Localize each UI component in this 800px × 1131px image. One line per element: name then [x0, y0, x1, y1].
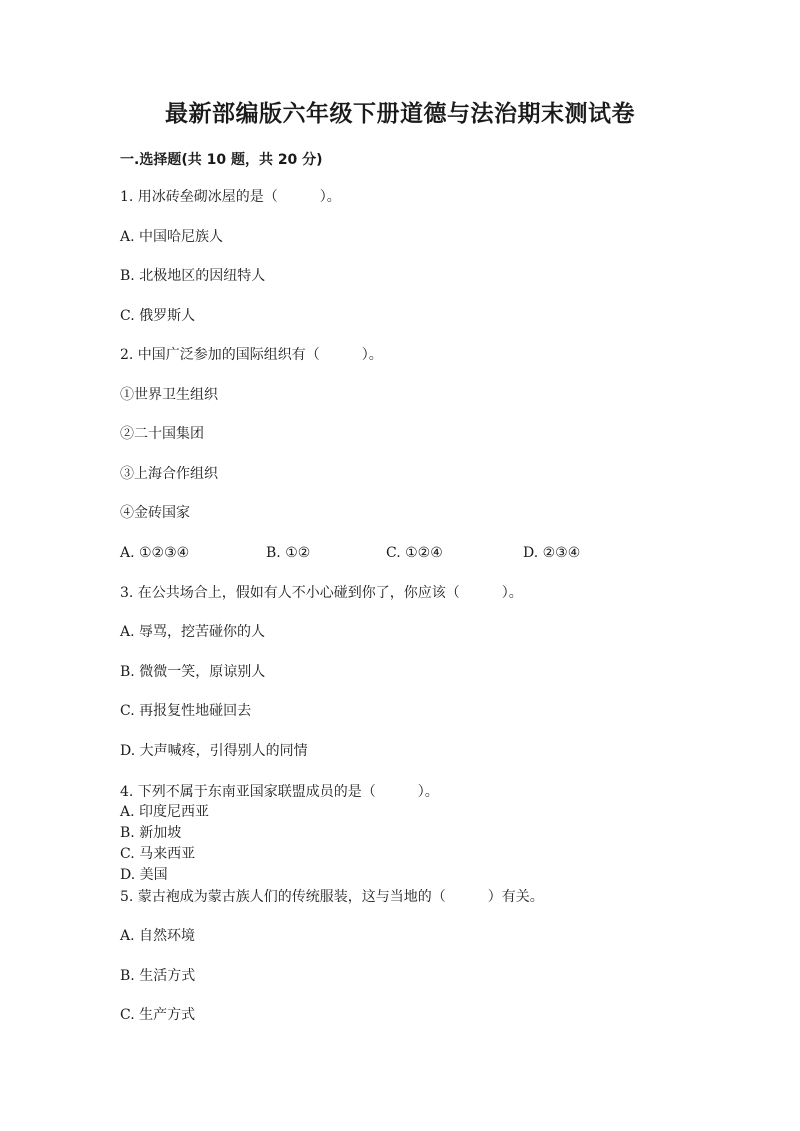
question-5-option-c: C. 生产方式: [120, 1007, 196, 1023]
question-1-option-c: C. 俄罗斯人: [120, 308, 196, 324]
question-1-option-a: A. 中国哈尼族人: [120, 229, 224, 245]
question-5-option-b: B. 生活方式: [120, 968, 196, 984]
question-4-option-a: A. 印度尼西亚: [120, 804, 210, 820]
question-4-option-b: B. 新加坡: [120, 825, 182, 841]
question-2-item-4: ④金砖国家: [120, 505, 190, 521]
question-5-stem: 5. 蒙古袍成为蒙古族人们的传统服装，这与当地的（ ）有关。: [120, 889, 544, 905]
page-title: 最新部编版六年级下册道德与法治期末测试卷: [165, 101, 635, 127]
question-1-stem: 1. 用冰砖垒砌冰屋的是（ ）。: [120, 189, 341, 205]
question-2-item-1: ①世界卫生组织: [120, 387, 218, 403]
question-2-stem: 2. 中国广泛参加的国际组织有（ ）。: [120, 347, 383, 363]
question-4-option-d: D. 美国: [120, 867, 168, 883]
question-3-option-b: B. 微微一笑，原谅别人: [120, 664, 266, 680]
question-3-stem: 3. 在公共场合上，假如有人不小心碰到你了，你应该（ ）。: [120, 585, 523, 601]
question-3-option-c: C. 再报复性地碰回去: [120, 703, 252, 719]
question-2-item-3: ③上海合作组织: [120, 466, 218, 482]
question-2-item-2: ②二十国集团: [120, 426, 204, 442]
question-3-option-d: D. 大声喊疼，引得别人的同情: [120, 743, 308, 759]
question-3-option-a: A. 辱骂，挖苦碰你的人: [120, 624, 266, 640]
question-1-option-b: B. 北极地区的因纽特人: [120, 268, 266, 284]
question-4-stem: 4. 下列不属于东南亚国家联盟成员的是（ ）。: [120, 784, 439, 800]
section-heading: 一.选择题(共 10 题，共 20 分): [120, 152, 323, 168]
question-2-option-d: D. ②③④: [523, 545, 581, 561]
question-4-option-c: C. 马来西亚: [120, 846, 196, 862]
question-2-option-b: B. ①②: [266, 545, 311, 561]
question-2-option-a: A. ①②③④: [120, 545, 190, 561]
question-5-option-a: A. 自然环境: [120, 928, 196, 944]
question-2-option-c: C. ①②④: [386, 545, 443, 561]
